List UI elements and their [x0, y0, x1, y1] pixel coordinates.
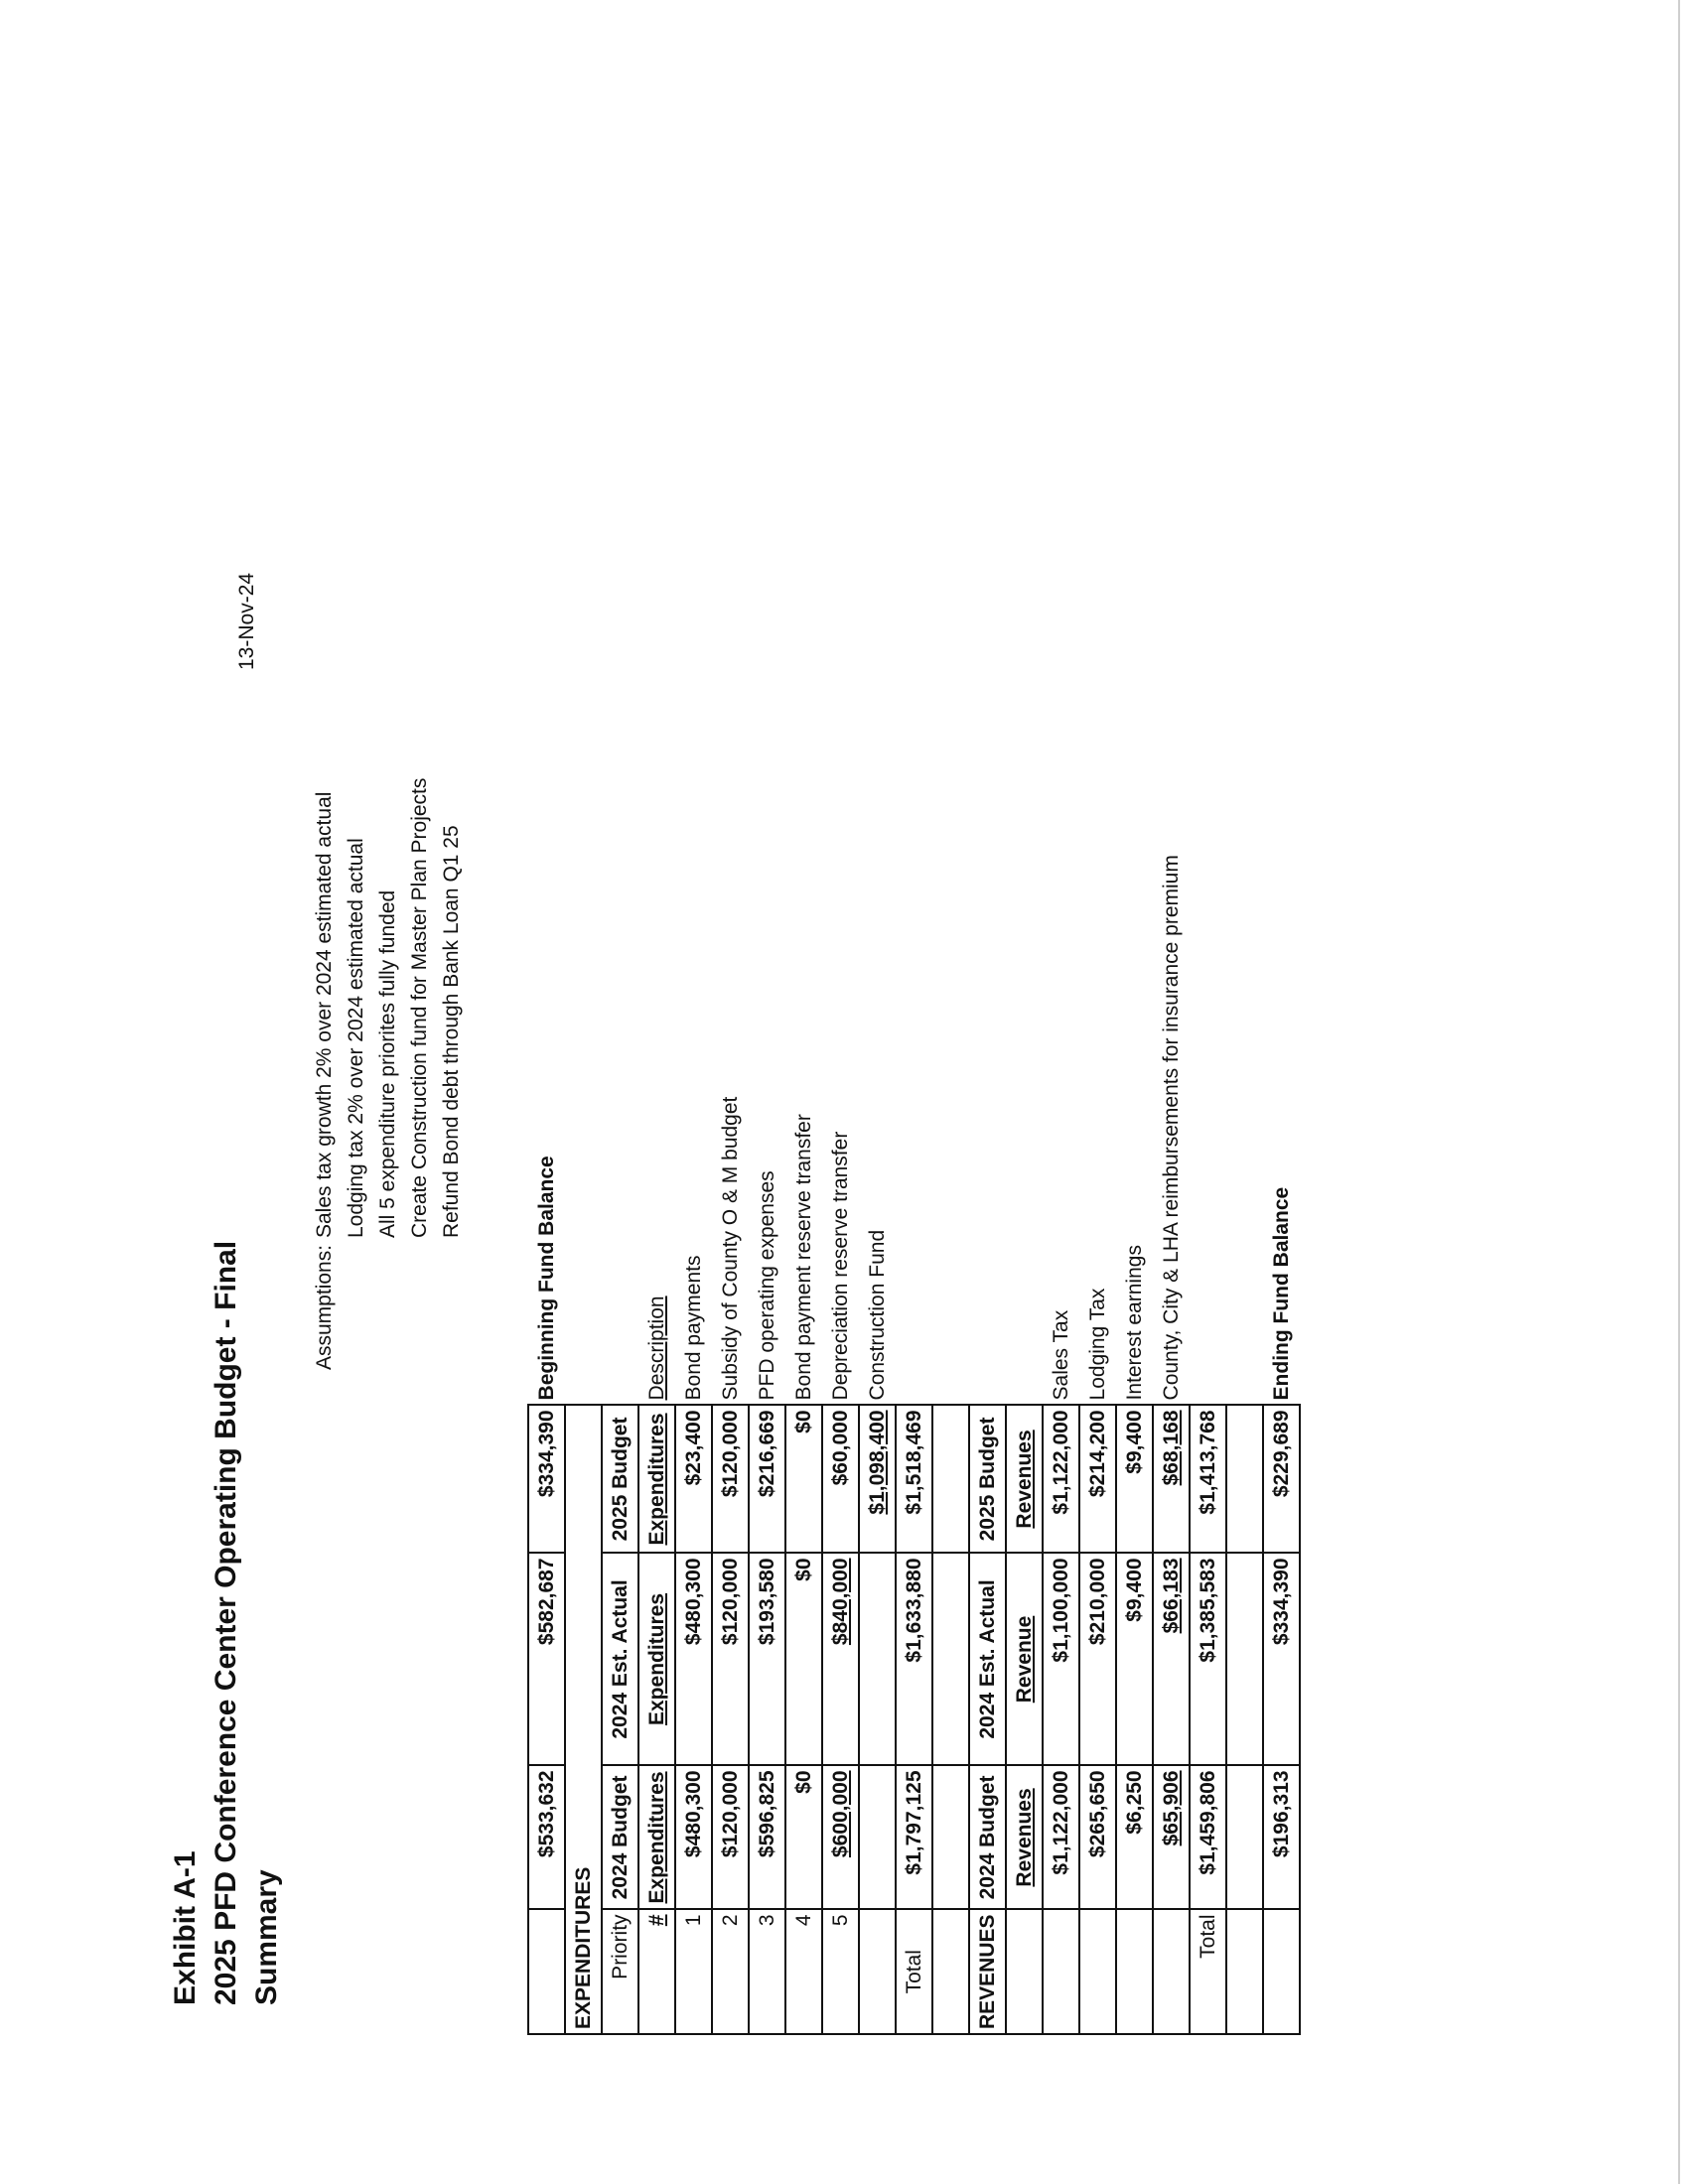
exp-description: PFD operating expenses — [755, 1170, 778, 1401]
exp-2024-budget: $120,000 — [712, 1765, 749, 1909]
exp-2025-budget: $0 — [785, 1405, 822, 1553]
priority-number: 2 — [712, 1909, 749, 2034]
rev-col-2024-est-header: 2024 Est. Actual — [969, 1553, 1006, 1765]
beginning-2025-budget: $334,390 — [528, 1405, 565, 1553]
cell-empty — [896, 850, 932, 1405]
rev-description: Interest earnings — [1122, 1245, 1146, 1401]
rev-2025-budget: $1,122,000 — [1043, 1405, 1079, 1553]
expenditure-row — [675, 850, 712, 2034]
rev-2025-budget: $9,400 — [1116, 1405, 1153, 1553]
assumption-item: All 5 expenditure priorites fully funded — [376, 889, 399, 1238]
beginning-2024-budget: $533,632 — [528, 1765, 565, 1909]
rev-description: Sales Tax — [1049, 1309, 1072, 1401]
exp-2024-est: $120,000 — [712, 1553, 749, 1765]
rev-description: Lodging Tax — [1085, 1288, 1109, 1401]
rev-2024-est: $210,000 — [1079, 1553, 1116, 1765]
revenue-row — [1116, 850, 1153, 2034]
cell-empty — [969, 850, 1006, 1405]
ending-2024-budget: $196,313 — [1263, 1765, 1300, 1909]
exp-description: Depreciation reserve transfer — [828, 1131, 852, 1401]
cell-empty — [565, 850, 602, 1405]
exp-description: Bond payments — [681, 1255, 705, 1401]
beginning-2024-est: $582,687 — [528, 1553, 565, 1765]
rev-2025-budget: $68,168 — [1159, 1410, 1183, 1486]
expenditure-row — [859, 850, 896, 2034]
expenditure-row — [749, 850, 785, 2034]
rev-col-2024-budget-header: 2024 Budget — [969, 1765, 1006, 1909]
exp-2024-budget — [859, 1765, 896, 1909]
revenues-subheader-row — [1006, 850, 1043, 2034]
revenues-total-row — [1190, 850, 1226, 2034]
sub-expenditures-2025: Expenditures — [644, 1413, 668, 1546]
rev-total-2024-budget: $1,459,806 — [1190, 1765, 1226, 1909]
exp-2024-est: $840,000 — [828, 1558, 852, 1646]
expenditure-row — [822, 850, 859, 2034]
rev-description: County, City & LHA reimbursements for insurance premium — [1159, 855, 1183, 1401]
exp-2024-budget: $480,300 — [675, 1765, 712, 1909]
revenues-section-label: REVENUES — [969, 1909, 1006, 2034]
exp-2024-est: $480,300 — [675, 1553, 712, 1765]
description-header: Description — [644, 1296, 668, 1401]
priority-number: 5 — [822, 1909, 859, 2034]
expenditures-header-row — [602, 850, 638, 2034]
sub-revenue-est: Revenue — [1012, 1615, 1036, 1704]
exp-2024-est: $0 — [785, 1553, 822, 1765]
cell-empty — [1006, 1909, 1043, 2034]
expenditure-row — [712, 850, 749, 2034]
exp-2025-budget: $216,669 — [749, 1405, 785, 1553]
revenues-header-row — [969, 850, 1006, 2034]
spacer-row — [1226, 850, 1263, 2034]
exp-total-2025-budget: $1,518,469 — [896, 1405, 932, 1553]
col-2024-budget-header: 2024 Budget — [602, 1765, 638, 1909]
cell-empty — [602, 850, 638, 1405]
cell-empty — [528, 1909, 565, 2034]
exp-total-2024-budget: $1,797,125 — [896, 1765, 932, 1909]
rev-col-2025-budget-header: 2025 Budget — [969, 1405, 1006, 1553]
total-label: Total — [896, 1909, 932, 2034]
assumption-item: Lodging tax 2% over 2024 estimated actual — [345, 838, 367, 1238]
beginning-balance-row — [528, 850, 565, 2034]
rev-total-2024-est: $1,385,583 — [1190, 1553, 1226, 1765]
sub-expenditures-2024: Expenditures — [644, 1771, 668, 1904]
rev-total-2025-budget: $1,413,768 — [1190, 1405, 1226, 1553]
total-label: Total — [1190, 1909, 1226, 2034]
cell-empty — [1006, 850, 1043, 1405]
exp-2024-est — [859, 1553, 896, 1765]
rev-2024-est: $9,400 — [1116, 1553, 1153, 1765]
priority-number — [859, 1909, 896, 2034]
exhibit-label: Exhibit A-1 — [169, 1850, 202, 2005]
beginning-label: Beginning Fund Balance — [534, 1156, 558, 1401]
exp-2024-budget: $0 — [785, 1765, 822, 1909]
col-2025-budget-header: 2025 Budget — [602, 1405, 638, 1553]
exp-total-2024-est: $1,633,880 — [896, 1553, 932, 1765]
ending-label: Ending Fund Balance — [1269, 1186, 1293, 1401]
sub-revenues-2024: Revenues — [1012, 1788, 1036, 1887]
rev-2024-budget: $65,906 — [1159, 1770, 1183, 1846]
sub-expenditures-est: Expenditures — [644, 1592, 668, 1725]
document-title: 2025 PFD Conference Center Operating Budget - Final — [210, 1240, 242, 2005]
rev-2024-budget: $1,122,000 — [1043, 1765, 1079, 1909]
priority-number: 4 — [785, 1909, 822, 2034]
rev-2024-budget: $6,250 — [1116, 1765, 1153, 1909]
document-date: 13-Nov-24 — [235, 572, 258, 670]
exp-2025-budget: $60,000 — [822, 1405, 859, 1553]
priority-number: 3 — [749, 1909, 785, 2034]
exp-description: Construction Fund — [865, 1229, 889, 1401]
exp-2024-est: $193,580 — [749, 1553, 785, 1765]
priority-number: 1 — [675, 1909, 712, 2034]
document-subtitle: Summary — [250, 1869, 283, 2005]
col-2024-est-header: 2024 Est. Actual — [602, 1553, 638, 1765]
priority-header: Priority — [602, 1909, 638, 2034]
assumptions-label: Assumptions: — [313, 1244, 336, 1370]
exp-2024-budget: $596,825 — [749, 1765, 785, 1909]
expenditures-section-row — [565, 850, 602, 2034]
spacer-row — [932, 850, 969, 2034]
exp-description: Subsidy of County O & M budget — [718, 1096, 742, 1401]
cell-empty — [1263, 1909, 1300, 2034]
budget-summary-table — [527, 849, 1301, 2035]
sub-revenues-2025: Revenues — [1012, 1430, 1036, 1529]
ending-balance-row — [1263, 850, 1300, 2034]
cell-empty — [1190, 850, 1226, 1405]
assumption-item: Create Construction fund for Master Plan Projects — [408, 777, 431, 1238]
exp-2025-budget: $1,098,400 — [865, 1410, 889, 1515]
rev-2024-est: $1,100,000 — [1043, 1553, 1079, 1765]
expenditures-subheader-row — [638, 850, 675, 2034]
assumption-item: Sales tax growth 2% over 2024 estimated actual — [313, 791, 336, 1238]
revenue-row — [1043, 850, 1079, 2034]
exp-2024-budget: $600,000 — [828, 1770, 852, 1858]
ending-2025-budget: $229,689 — [1263, 1405, 1300, 1553]
rev-2024-budget: $265,650 — [1079, 1765, 1116, 1909]
rev-2025-budget: $214,200 — [1079, 1405, 1116, 1553]
exp-2025-budget: $23,400 — [675, 1405, 712, 1553]
expenditures-section-label: EXPENDITURES — [565, 1405, 602, 2034]
revenue-row — [1079, 850, 1116, 2034]
expenditures-total-row — [896, 850, 932, 2034]
assumption-item: Refund Bond debt through Bank Loan Q1 25 — [440, 825, 463, 1238]
revenue-row — [1153, 850, 1190, 2034]
expenditure-row — [785, 850, 822, 2034]
rev-2024-est: $66,183 — [1159, 1558, 1183, 1634]
ending-2024-est: $334,390 — [1263, 1553, 1300, 1765]
exp-2025-budget: $120,000 — [712, 1405, 749, 1553]
hash-header: # — [638, 1909, 675, 2034]
exp-description: Bond payment reserve transfer — [791, 1114, 815, 1401]
